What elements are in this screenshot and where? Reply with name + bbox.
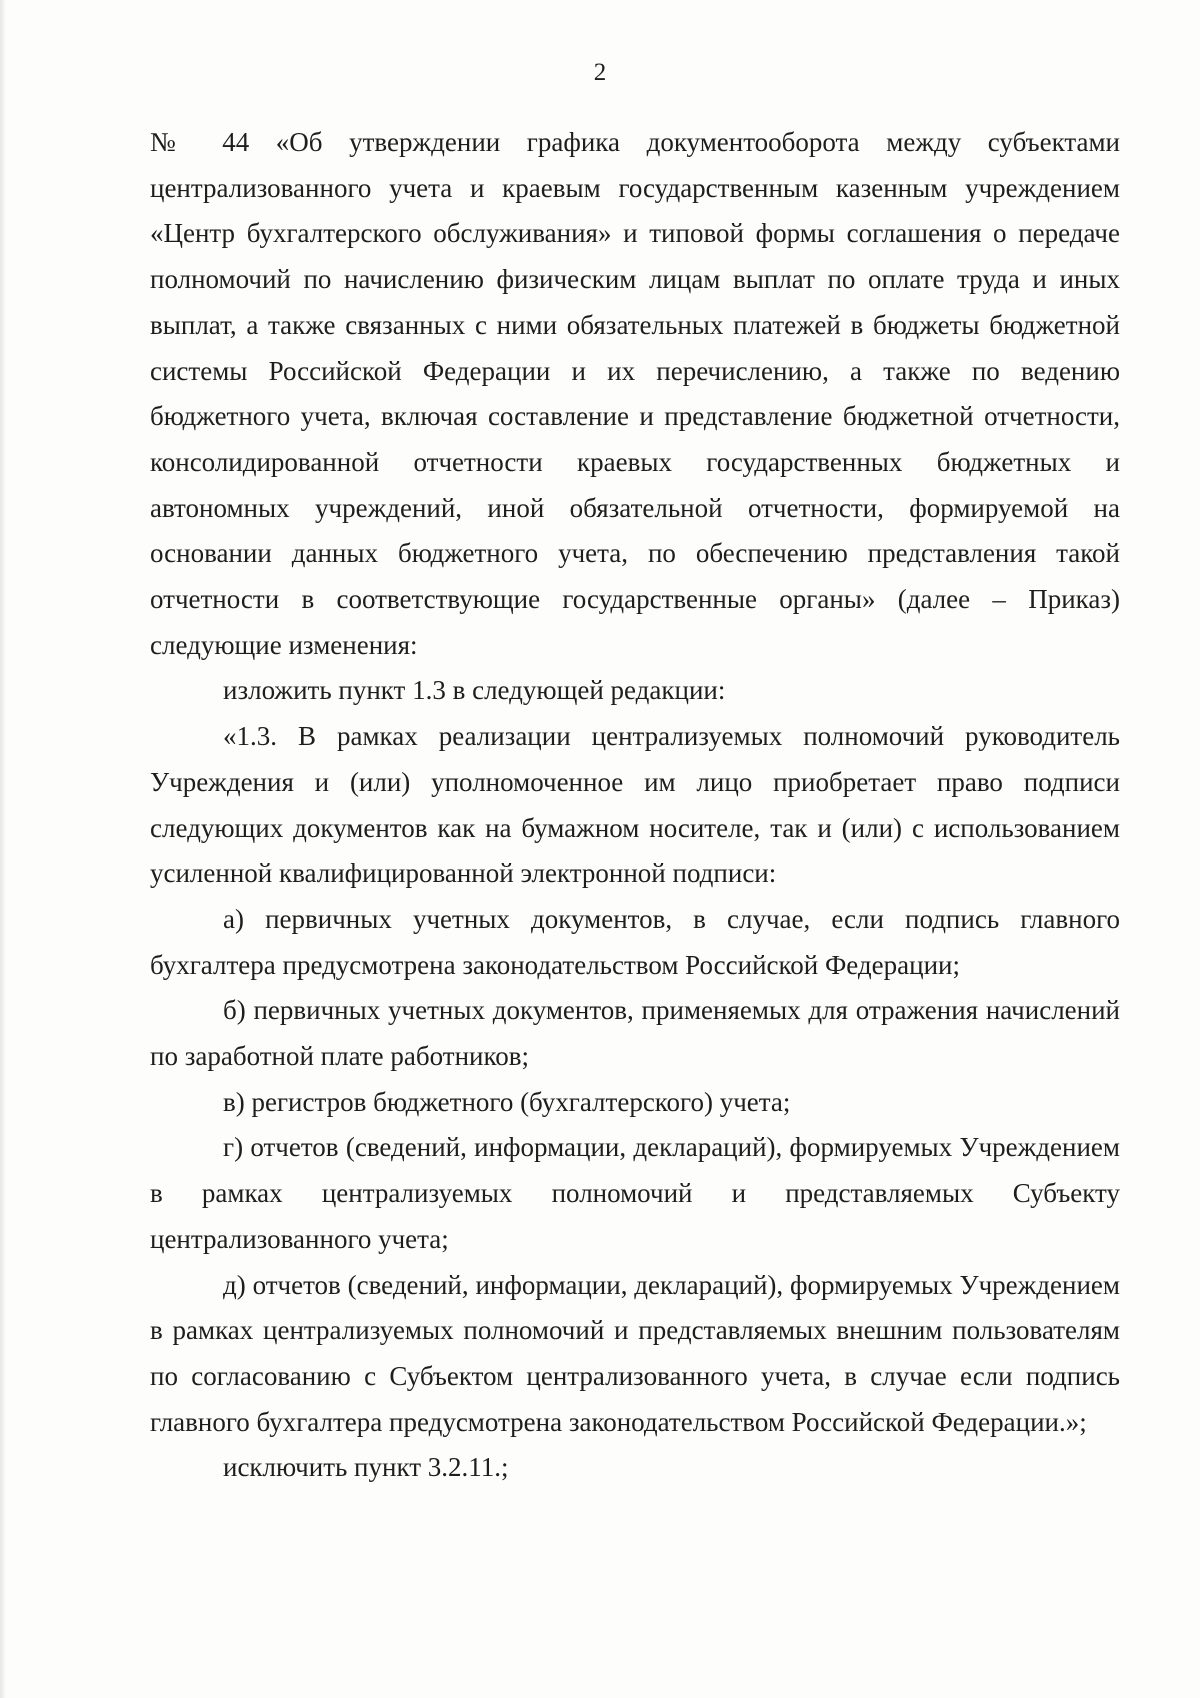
page-number: 2 xyxy=(593,59,607,86)
paragraph-exclude-point-3-2-11: исключить пункт 3.2.11.; xyxy=(223,1452,509,1483)
list-item-b: б) первичных учетных документов, применяемых для отражения начислений по заработной плате работников; xyxy=(150,995,1120,1072)
paragraph-order-title-continuation: № 44 «Об утверждении графика документооборота между субъектами централизованного учета и краевым государственным казенным учреждением «Центр бухгалтерского обслуживания» и типовой формы соглашения о передаче полномочий по начислению физическим лицам выплат по оплате труда и иных выплат, а также связанных с ними обязательных платежей в бюджеты бюджетной системы Российской Федерации и их перечислению, а также по ведению бюджетного учета, включая составление и представление бюджетной отчетности, консолидированной отчетности краевых государственных бюджетных и автономных учреждений, иной обязательной отчетности, формируемой на основании данных бюджетного учета, по обеспечению представления такой отчетности в соответствующие государственные органы» (далее – Приказ) следующие изменения: xyxy=(150,127,1120,660)
list-item-v: в) регистров бюджетного (бухгалтерского) учета; xyxy=(223,1086,791,1117)
list-item-a: а) первичных учетных документов, в случае, если подпись главного бухгалтера предусмотрена законодательством Российской Федерации; xyxy=(150,903,1120,980)
list-item-g: г) отчетов (сведений, информации, деклараций), формируемых Учреждением в рамках централизуемых полномочий и представляемых Субъекту централизованного учета; xyxy=(150,1132,1120,1254)
list-item-d: д) отчетов (сведений, информации, деклараций), формируемых Учреждением в рамках централизуемых полномочий и представляемых внешним пользователям по согласованию с Субъектом централизованного учета, в случае если подпись главного бухгалтера предусмотрена законодательством Российской Федерации.»; xyxy=(150,1269,1120,1437)
scan-edge-shadow xyxy=(0,0,6,1698)
paragraph-point-1-3-text: «1.3. В рамках реализации централизуемых полномочий руководитель Учреждения и (или) уполномоченное им лицо приобретает право подписи следующих документов как на бумажном носителе, так и (или) с использованием усиленной квалифицированной электронной подписи: xyxy=(150,721,1120,889)
document-body xyxy=(150,120,1120,1491)
paragraph-amend-point-1-3: изложить пункт 1.3 в следующей редакции: xyxy=(223,675,726,706)
